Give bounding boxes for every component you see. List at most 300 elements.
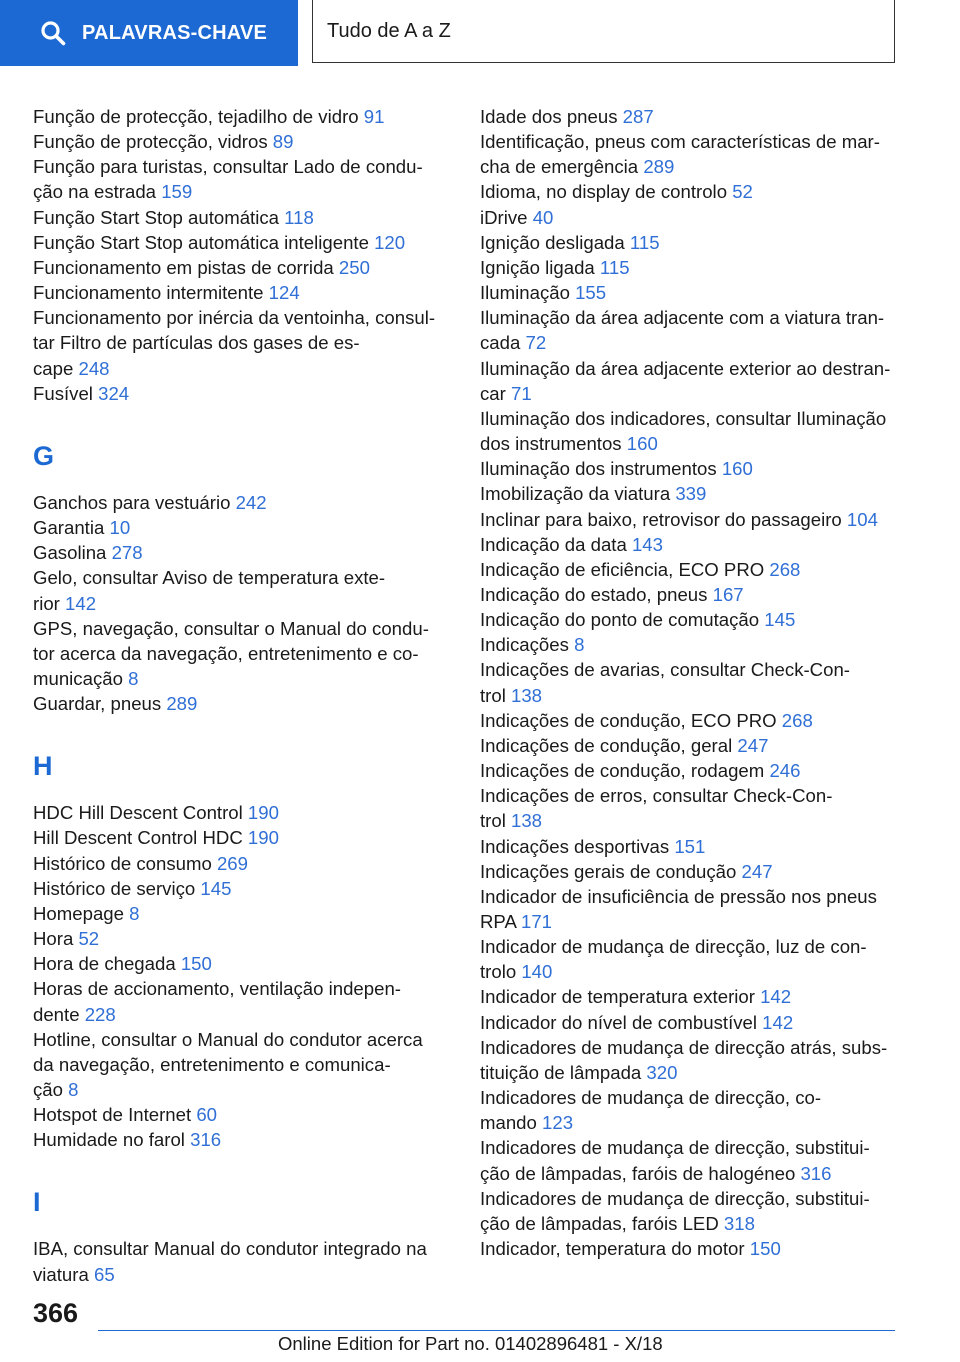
index-entry-text: Idioma, no display de controlo bbox=[480, 181, 733, 203]
index-entry-line bbox=[480, 733, 910, 758]
index-entry-line bbox=[480, 557, 910, 582]
index-entry bbox=[33, 230, 453, 255]
index-entry bbox=[33, 205, 453, 230]
index-entry bbox=[33, 1102, 453, 1127]
index-entry-text: Identificação, pneus com características de mar- bbox=[480, 131, 880, 153]
index-entry-line bbox=[480, 280, 910, 305]
index-entry-line bbox=[480, 1035, 910, 1060]
index-entry bbox=[33, 1027, 453, 1102]
index-entry-text: iDrive bbox=[480, 206, 533, 228]
index-entry-line bbox=[480, 632, 910, 657]
index-entry-text: Função de protecção, tejadilho de vidro bbox=[33, 106, 364, 127]
index-entry-text: Iluminação da área adjacente com a viatura tran- bbox=[480, 307, 885, 329]
index-entry-line bbox=[33, 616, 453, 641]
page-link[interactable]: 52 bbox=[78, 928, 100, 950]
index-entry-line bbox=[33, 154, 453, 179]
index-entry-text: Indicação de eficiência, ECO PRO bbox=[480, 558, 770, 580]
index-entry-line bbox=[33, 280, 453, 305]
page-link[interactable]: 52 bbox=[732, 181, 753, 203]
page-link[interactable]: 142 bbox=[65, 592, 97, 614]
index-entry-text: Hora de chegada bbox=[33, 953, 181, 975]
index-entry-text: Horas de accionamento, ventilação indepen- bbox=[33, 978, 401, 1000]
index-entry-line bbox=[480, 1010, 910, 1035]
index-entry bbox=[480, 280, 910, 305]
index-entry bbox=[33, 104, 453, 129]
search-icon bbox=[40, 20, 66, 46]
index-entry-line bbox=[480, 984, 910, 1009]
section-tab[interactable] bbox=[312, 0, 895, 63]
index-entry-text: viatura bbox=[33, 1263, 94, 1285]
index-entry-text: Histórico de consumo bbox=[33, 852, 217, 874]
index-entry bbox=[33, 1127, 453, 1152]
index-entry bbox=[480, 129, 910, 179]
index-entry-line bbox=[480, 330, 910, 355]
index-entry-text: Indicações desportivas bbox=[480, 835, 675, 857]
page-link[interactable]: 268 bbox=[769, 558, 801, 580]
index-entry-line bbox=[33, 330, 453, 355]
page-link[interactable]: 190 bbox=[247, 827, 279, 849]
page-link[interactable]: 269 bbox=[216, 852, 248, 874]
index-entry bbox=[33, 565, 453, 615]
index-entry-line bbox=[480, 657, 910, 682]
index-entry-text: Indicador de temperatura exterior bbox=[480, 986, 761, 1008]
index-entry-line bbox=[480, 808, 910, 833]
index-entry-text: Ganchos para vestuário bbox=[33, 491, 236, 513]
index-entry-text: IBA, consultar Manual do condutor integrado na bbox=[33, 1238, 427, 1260]
index-entry-text: ção bbox=[33, 1079, 69, 1100]
index-entry-text: Gelo, consultar Aviso de temperatura exte- bbox=[33, 567, 386, 589]
page-link[interactable]: 320 bbox=[646, 1061, 678, 1083]
index-entry-text: Histórico de serviço bbox=[33, 877, 201, 899]
index-entry-line bbox=[480, 406, 910, 431]
index-entry bbox=[33, 825, 453, 850]
footer-divider bbox=[98, 1330, 895, 1331]
index-entry-line bbox=[33, 1127, 453, 1152]
page-link[interactable]: 115 bbox=[599, 256, 630, 278]
index-entry bbox=[480, 859, 910, 884]
index-entry bbox=[480, 205, 910, 230]
page-link[interactable]: 91 bbox=[363, 106, 385, 127]
index-entry-text: Ignição ligada bbox=[480, 256, 600, 278]
index-entry-line bbox=[480, 1135, 910, 1160]
index-entry-text: Indicadores de mudança de direcção, co- bbox=[480, 1087, 822, 1109]
index-entry-text: Indicações bbox=[480, 634, 575, 656]
page-link[interactable]: 248 bbox=[78, 357, 110, 379]
index-entry-text: dente bbox=[33, 1003, 85, 1025]
index-entry-line bbox=[480, 758, 910, 783]
index-entry-text: Indicações de erros, consultar Check-Con- bbox=[480, 785, 833, 807]
index-entry bbox=[480, 984, 910, 1009]
index-entry bbox=[480, 557, 910, 582]
index-entry-text: Indicadores de mudança de direcção atrás, subs- bbox=[480, 1036, 888, 1058]
index-entry-line bbox=[33, 1052, 453, 1077]
index-entry-text: Indicação da data bbox=[480, 533, 632, 555]
index-entry-line bbox=[33, 129, 453, 154]
keywords-button[interactable] bbox=[0, 0, 298, 66]
index-entry-text: Indicador de insuficiência de pressão nos pneus bbox=[480, 885, 877, 907]
index-entry-text: Indicação do estado, pneus bbox=[480, 583, 713, 605]
page-link[interactable]: 150 bbox=[749, 1238, 781, 1260]
index-entry-line bbox=[33, 951, 453, 976]
index-entry-text: Indicador do nível de combustível bbox=[480, 1011, 763, 1033]
index-entry-line bbox=[480, 884, 910, 909]
page-link[interactable]: 289 bbox=[643, 156, 675, 178]
page-link[interactable]: 268 bbox=[781, 709, 813, 731]
index-entry-line bbox=[33, 800, 453, 825]
page-link[interactable]: 287 bbox=[622, 106, 654, 127]
page-link[interactable]: 318 bbox=[723, 1212, 755, 1234]
page-link[interactable]: 72 bbox=[525, 332, 547, 354]
index-entry bbox=[480, 632, 910, 657]
index-entry bbox=[33, 951, 453, 976]
page-number: 366 bbox=[33, 1298, 79, 1328]
index-entry-text: Imobilização da viatura bbox=[480, 483, 676, 505]
page-link[interactable]: 10 bbox=[109, 517, 131, 539]
index-entry-text: trol bbox=[480, 810, 511, 832]
index-entry bbox=[480, 783, 910, 833]
index-entry-line bbox=[480, 1110, 910, 1135]
page-link[interactable]: 190 bbox=[247, 802, 279, 824]
index-entry-line bbox=[33, 691, 453, 716]
index-entry-text: GPS, navegação, consultar o Manual do condu- bbox=[33, 617, 429, 639]
page-link[interactable]: 316 bbox=[800, 1162, 832, 1184]
index-entry-line bbox=[33, 356, 453, 381]
page-link[interactable]: 89 bbox=[272, 131, 294, 153]
index-entry-text: Idade dos pneus bbox=[480, 106, 623, 127]
index-entry-line bbox=[480, 934, 910, 959]
index-entry bbox=[480, 456, 910, 481]
index-entry bbox=[480, 1035, 910, 1085]
page-link[interactable]: 145 bbox=[764, 609, 796, 631]
index-entry-line bbox=[480, 909, 910, 934]
page-link[interactable]: 247 bbox=[741, 860, 773, 882]
index-entry bbox=[480, 1135, 910, 1185]
index-entry bbox=[480, 834, 910, 859]
index-entry-line bbox=[480, 1186, 910, 1211]
index-entry-line bbox=[480, 834, 910, 859]
page-link[interactable]: 278 bbox=[111, 542, 143, 564]
page-link[interactable]: 104 bbox=[846, 508, 878, 530]
index-entry-line bbox=[33, 1102, 453, 1127]
index-entry-line bbox=[33, 1002, 453, 1027]
index-letter-heading: I bbox=[33, 1187, 41, 1218]
index-entry-line bbox=[33, 255, 453, 280]
index-entry-line bbox=[33, 381, 453, 406]
index-entry-line bbox=[33, 1077, 453, 1102]
index-entry-text: Indicadores de mudança de direcção, substitui- bbox=[480, 1137, 870, 1159]
index-entry-line bbox=[33, 825, 453, 850]
index-entry bbox=[480, 305, 910, 355]
index-entry-line bbox=[480, 381, 910, 406]
index-entry bbox=[480, 230, 910, 255]
index-entry-text: Iluminação bbox=[480, 282, 576, 304]
index-entry bbox=[33, 129, 453, 154]
index-entry-line bbox=[480, 507, 910, 532]
index-entry-line bbox=[33, 641, 453, 666]
page-link[interactable]: 8 bbox=[574, 634, 585, 656]
index-entry-text: Função Start Stop automática bbox=[33, 206, 285, 228]
index-entry-text: Inclinar para baixo, retrovisor do passageiro bbox=[480, 508, 847, 530]
index-entry bbox=[33, 691, 453, 716]
index-entry-text: HDC Hill Descent Control bbox=[33, 802, 248, 824]
index-entry-text: da navegação, entretenimento e comunica- bbox=[33, 1053, 391, 1075]
index-entry bbox=[480, 1236, 910, 1261]
index-entry bbox=[480, 582, 910, 607]
index-entry bbox=[33, 515, 453, 540]
index-entry-text: Funcionamento por inércia da ventoinha, consul- bbox=[33, 307, 436, 329]
index-entry-line bbox=[480, 129, 910, 154]
index-entry-text: tituição de lâmpada bbox=[480, 1061, 647, 1083]
page-link[interactable]: 160 bbox=[721, 458, 753, 480]
index-entry-text: Hotspot de Internet bbox=[33, 1104, 197, 1126]
index-entry-line bbox=[480, 1211, 910, 1236]
index-entry-line bbox=[480, 708, 910, 733]
index-entry-line bbox=[33, 179, 453, 204]
page-link[interactable]: 159 bbox=[161, 181, 193, 203]
index-entry-line bbox=[33, 591, 453, 616]
index-entry bbox=[480, 104, 910, 129]
index-entry bbox=[480, 733, 910, 758]
index-entry-line bbox=[33, 205, 453, 230]
index-entry-line bbox=[33, 230, 453, 255]
index-entry-line bbox=[33, 1236, 453, 1261]
index-entry-text: Indicação do ponto de comutação bbox=[480, 609, 765, 631]
index-entry-text: Iluminação dos indicadores, consultar Iluminação bbox=[480, 407, 887, 429]
page-link[interactable]: 60 bbox=[196, 1104, 218, 1126]
index-letter-heading: H bbox=[33, 751, 53, 782]
index-entry bbox=[480, 1186, 910, 1236]
page-link[interactable]: 316 bbox=[190, 1129, 222, 1151]
index-entry-text: Funcionamento intermitente bbox=[33, 282, 269, 304]
index-entry bbox=[480, 758, 910, 783]
index-entry-line bbox=[33, 104, 453, 129]
index-entry-line bbox=[33, 876, 453, 901]
index-entry-line bbox=[480, 104, 910, 129]
index-entry-line bbox=[480, 230, 910, 255]
index-entry-text: Guardar, pneus bbox=[33, 693, 167, 715]
index-entry-text: RPA bbox=[480, 911, 521, 932]
page-link[interactable]: 138 bbox=[511, 810, 543, 832]
index-entry bbox=[33, 800, 453, 825]
index-entry-line bbox=[480, 431, 910, 456]
index-entry-text: cape bbox=[33, 357, 79, 379]
index-entry-text: ção de lâmpadas, faróis de halogéneo bbox=[480, 1162, 801, 1184]
index-entry-text: cha de emergência bbox=[480, 156, 644, 178]
index-entry-line bbox=[480, 456, 910, 481]
index-entry-line bbox=[480, 1236, 910, 1261]
index-entry-text: mando bbox=[480, 1112, 543, 1134]
index-entry-line bbox=[33, 305, 453, 330]
index-entry bbox=[33, 255, 453, 280]
index-entry-text: Indicações de avarias, consultar Check-Con- bbox=[480, 659, 850, 681]
index-entry-line bbox=[480, 1085, 910, 1110]
index-entry-line bbox=[33, 515, 453, 540]
page-link[interactable]: 123 bbox=[542, 1112, 574, 1134]
footer-edition-text: Online Edition for Part no. 01402896481 - X/18 bbox=[278, 1333, 663, 1354]
index-entry-line bbox=[480, 255, 910, 280]
page-link[interactable]: 247 bbox=[737, 734, 769, 756]
index-entry bbox=[480, 481, 910, 506]
index-entry bbox=[480, 255, 910, 280]
index-entry-text: trolo bbox=[480, 961, 522, 983]
index-entry-text: Iluminação da área adjacente exterior ao destran- bbox=[480, 357, 891, 379]
page-link[interactable]: 124 bbox=[268, 282, 300, 304]
index-entry-line bbox=[33, 490, 453, 515]
index-entry-text: Homepage bbox=[33, 902, 130, 924]
page-link[interactable]: 65 bbox=[93, 1263, 115, 1285]
index-entry bbox=[33, 540, 453, 565]
index-entry-text: Ignição desligada bbox=[480, 231, 630, 253]
index-entry-text: tar Filtro de partículas dos gases de es- bbox=[33, 332, 360, 354]
page-link[interactable]: 228 bbox=[84, 1003, 116, 1025]
index-entry-line bbox=[480, 783, 910, 808]
keywords-label: PALAVRAS-CHAVE bbox=[82, 21, 268, 44]
index-entry-text: Gasolina bbox=[33, 542, 112, 564]
index-entry-line bbox=[33, 540, 453, 565]
index-entry-text: Indicações de condução, rodagem bbox=[480, 760, 770, 782]
index-entry-text: trol bbox=[480, 684, 511, 706]
page-link[interactable]: 115 bbox=[629, 231, 660, 253]
index-entry-text: car bbox=[480, 382, 511, 404]
index-entry-text: tor acerca da navegação, entretenimento e co- bbox=[33, 642, 419, 664]
section-label: Tudo de A a Z bbox=[327, 19, 451, 42]
page-link[interactable]: 8 bbox=[129, 902, 140, 924]
page-link[interactable]: 118 bbox=[284, 206, 314, 228]
page-link[interactable]: 250 bbox=[338, 256, 370, 278]
page-link[interactable]: 324 bbox=[98, 382, 130, 404]
index-entry bbox=[480, 406, 910, 456]
index-entry bbox=[480, 884, 910, 934]
page-link[interactable]: 242 bbox=[235, 491, 267, 513]
index-entry-line bbox=[33, 851, 453, 876]
page-link[interactable]: 142 bbox=[762, 1011, 794, 1033]
index-entry-line bbox=[480, 305, 910, 330]
index-entry-text: Indicações de condução, geral bbox=[480, 734, 738, 756]
index-column-right bbox=[480, 104, 910, 1261]
index-entry-text: municação bbox=[33, 667, 129, 689]
index-entry-line bbox=[33, 901, 453, 926]
index-entry-line bbox=[480, 683, 910, 708]
index-entry-line bbox=[33, 1027, 453, 1052]
page-link[interactable]: 140 bbox=[521, 961, 553, 983]
index-entry-line bbox=[33, 926, 453, 951]
index-entry-text: Garantia bbox=[33, 517, 110, 539]
index-entry bbox=[480, 1010, 910, 1035]
index-entry bbox=[33, 490, 453, 515]
index-entry bbox=[33, 976, 453, 1026]
index-entry bbox=[33, 381, 453, 406]
index-entry bbox=[480, 507, 910, 532]
index-entry-text: Função Start Stop automática inteligente bbox=[33, 231, 375, 253]
page-link[interactable]: 142 bbox=[760, 986, 792, 1008]
index-entry bbox=[480, 708, 910, 733]
index-entry-text: Humidade no farol bbox=[33, 1129, 191, 1151]
page-link[interactable]: 160 bbox=[626, 433, 658, 455]
index-entry bbox=[480, 532, 910, 557]
page-link[interactable]: 339 bbox=[675, 483, 707, 505]
index-entry-line bbox=[480, 154, 910, 179]
index-entry bbox=[33, 1236, 453, 1286]
index-entry bbox=[33, 616, 453, 691]
index-entry-text: Hotline, consultar o Manual do condutor acerca bbox=[33, 1028, 423, 1050]
index-entry bbox=[480, 607, 910, 632]
index-entry-line bbox=[33, 565, 453, 590]
page-link[interactable]: 138 bbox=[511, 684, 543, 706]
index-entry bbox=[33, 280, 453, 305]
index-entry-line bbox=[480, 205, 910, 230]
index-entry-text: Indicador de mudança de direcção, luz de con- bbox=[480, 936, 867, 958]
page-link[interactable]: 143 bbox=[631, 533, 663, 555]
page-link[interactable]: 167 bbox=[712, 583, 744, 605]
index-entry-line bbox=[480, 356, 910, 381]
index-entry-line bbox=[480, 607, 910, 632]
page-link[interactable]: 150 bbox=[180, 953, 212, 975]
index-entry bbox=[480, 934, 910, 984]
page-link[interactable]: 151 bbox=[674, 835, 706, 857]
header-bar bbox=[0, 0, 960, 66]
index-entry-text: ção de lâmpadas, faróis LED bbox=[480, 1212, 724, 1234]
page-link[interactable]: 71 bbox=[511, 382, 532, 404]
index-entry bbox=[33, 154, 453, 204]
index-entry-text: Hill Descent Control HDC bbox=[33, 827, 248, 849]
page-link[interactable]: 145 bbox=[200, 877, 232, 899]
page-link[interactable]: 289 bbox=[166, 693, 198, 715]
index-entry-text: Funcionamento em pistas de corrida bbox=[33, 256, 339, 278]
index-entry-line bbox=[480, 1060, 910, 1085]
index-entry-line bbox=[33, 976, 453, 1001]
index-entry bbox=[33, 305, 453, 380]
page-link[interactable]: 8 bbox=[128, 667, 139, 689]
index-entry-line bbox=[480, 1161, 910, 1186]
index-entry bbox=[480, 657, 910, 707]
index-entry-text: ção na estrada bbox=[33, 181, 162, 203]
page-link[interactable]: 155 bbox=[575, 282, 607, 304]
index-entry-line bbox=[480, 532, 910, 557]
index-entry-line bbox=[33, 666, 453, 691]
index-entry-text: Função para turistas, consultar Lado de condu- bbox=[33, 156, 423, 178]
index-entry-text: rior bbox=[33, 592, 66, 614]
index-entry-text: Indicações de condução, ECO PRO bbox=[480, 709, 782, 731]
index-entry-text: dos instrumentos bbox=[480, 433, 627, 455]
index-entry bbox=[480, 356, 910, 406]
page-link[interactable]: 120 bbox=[374, 231, 406, 253]
index-entry bbox=[33, 926, 453, 951]
index-entry-text: Iluminação dos instrumentos bbox=[480, 458, 722, 480]
index-entry-text: Fusível bbox=[33, 382, 99, 404]
index-entry-line bbox=[480, 582, 910, 607]
index-entry-text: cada bbox=[480, 332, 526, 354]
index-entry-line bbox=[480, 179, 910, 204]
page-link[interactable]: 40 bbox=[532, 206, 554, 228]
index-entry bbox=[33, 851, 453, 876]
index-entry-text: Indicações gerais de condução bbox=[480, 860, 742, 882]
index-entry bbox=[480, 1085, 910, 1135]
index-letter-heading: G bbox=[33, 440, 55, 471]
page-link[interactable]: 8 bbox=[68, 1079, 79, 1100]
index-entry bbox=[480, 179, 910, 204]
index-column-left bbox=[33, 104, 453, 1287]
index-entry-text: Função de protecção, vidros bbox=[33, 131, 273, 153]
index-entry bbox=[33, 901, 453, 926]
index-entry-line bbox=[480, 959, 910, 984]
page-link[interactable]: 246 bbox=[769, 760, 801, 782]
index-entry-line bbox=[33, 1262, 453, 1287]
index-entry-text: Indicadores de mudança de direcção, substitui- bbox=[480, 1187, 870, 1209]
page-link[interactable]: 171 bbox=[521, 911, 553, 932]
index-entry-line bbox=[480, 859, 910, 884]
index-entry-line bbox=[480, 481, 910, 506]
index-entry bbox=[33, 876, 453, 901]
